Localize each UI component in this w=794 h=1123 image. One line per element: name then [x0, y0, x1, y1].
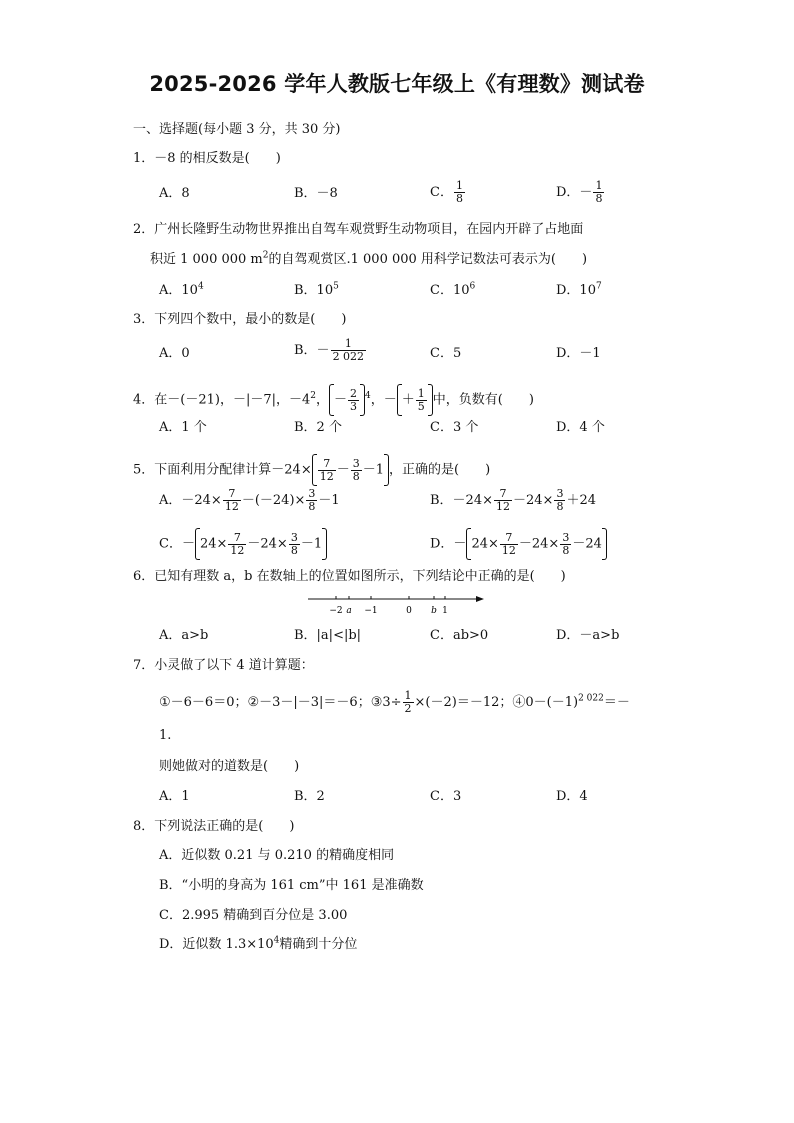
question-4-stem: 4．在－(－21)，－|－7|，$-4^2$， － $\frac{2}{3}$ $^4$，－ ＋ $\frac{1}{5}$ 中，负数有( ) — [133, 384, 534, 416]
q4-option-b: B．2 个 — [294, 420, 342, 435]
label-minus-1: −1 — [364, 606, 378, 616]
arrow-head-icon — [476, 596, 484, 602]
q6-option-b: B．|a|<|b| — [294, 628, 362, 643]
label-zero: 0 — [406, 606, 412, 616]
question-7-stem: 7．小灵做了以下 4 道计算题： — [133, 658, 314, 673]
q6-option-a: A．a>b — [159, 628, 209, 643]
question-2-line-2: 积近 1 000 000 $m^2$的自驾观赏区.1 000 000 用科学记数法可表示为( ) — [150, 250, 588, 267]
q5-option-b: B．－24× $\frac{7}{12}$ －24× $\frac{3}{8}$ ＋24 — [430, 487, 596, 513]
q7-option-d: D．4 — [556, 789, 588, 804]
q4-option-c: C．3 个 — [430, 420, 479, 435]
q3-option-a: A．0 — [159, 346, 190, 361]
q6-option-d: D．－a>b — [556, 628, 620, 643]
q6-option-c: C．ab>0 — [430, 628, 489, 643]
question-5-stem: 5．下面利用分配律计算－24× $\frac{7}{12}$ － $\frac{3}{8}$ －1 ，正确的是( ) — [133, 454, 490, 486]
q8-option-b: B．“小明的身高为 161 cm”中 161 是准确数 — [159, 878, 424, 893]
question-3-stem: 3．下列四个数中，最小的数是( ) — [133, 312, 347, 327]
q2-option-c: C．$10^6$ — [430, 281, 476, 298]
question-2-line-1: 2．广州长隆野生动物世界推出自驾车观赏野生动物项目，在园内开辟了占地面 — [133, 222, 584, 237]
question-7-prompt: 则她做对的道数是( ) — [159, 759, 300, 774]
q3-option-d: D．－1 — [556, 346, 601, 361]
q2-option-a: A．$10^4$ — [159, 281, 204, 298]
q3-option-b: B．－ $\frac{1}{2 022}$ — [294, 337, 365, 363]
q8-option-a: A．近似数 0.21 与 0.210 的精确度相同 — [159, 848, 395, 863]
q7-option-c: C．3 — [430, 789, 462, 804]
label-a: a — [346, 606, 352, 616]
question-7-expressions: ①－6－6＝0；②－3－|－3|＝－6；③3÷ $\frac{1}{2}$ ×(－2)＝－12；$④0-(-1)^{2 022}=-$ — [159, 689, 630, 715]
q2-option-b: B．$10^5$ — [294, 281, 339, 298]
q8-option-c: C．2.995 精确到百分位是 3.00 — [159, 908, 348, 923]
question-8-stem: 8．下列说法正确的是( ) — [133, 819, 295, 834]
page-title: 2025-2026 学年人教版七年级上《有理数》测试卷 — [149, 72, 645, 96]
q4-option-a: A．1 个 — [159, 420, 207, 435]
q5-option-d: D．－ 24× $\frac{7}{12}$ －24× $\frac{3}{8}$ －24 — [430, 528, 607, 560]
question-6-stem: 6．已知有理数 a，b 在数轴上的位置如图所示，下列结论中正确的是( ) — [133, 569, 566, 584]
q1-option-c: C． $\frac{1}{8}$ — [430, 179, 463, 205]
q5-option-a: A．－24× $\frac{7}{12}$ －(－24)× $\frac{3}{8}$ －1 — [159, 487, 340, 513]
q4-option-d: D．4 个 — [556, 420, 605, 435]
q2-option-d: D．$10^7$ — [556, 281, 602, 298]
q7-option-a: A．1 — [159, 789, 190, 804]
q5-option-c: C．－ 24× $\frac{7}{12}$ －24× $\frac{3}{8}$ －1 — [159, 528, 327, 560]
q8-option-d: D．近似数 $1.3\times 10^4$精确到十分位 — [159, 935, 358, 952]
question-1-stem: 1．－8 的相反数是( ) — [133, 151, 281, 166]
q3-option-c: C．5 — [430, 346, 462, 361]
q1-option-a: A．8 — [159, 186, 190, 201]
label-one: 1 — [442, 606, 448, 616]
q1-option-d: D．－ $\frac{1}{8}$ — [556, 179, 603, 205]
number-line-figure — [300, 590, 490, 618]
q7-option-b: B．2 — [294, 789, 325, 804]
label-minus-2: −2 — [329, 606, 343, 616]
question-7-expressions-wrap: 1. — [159, 728, 172, 743]
label-b: b — [431, 606, 437, 616]
section-heading: 一、选择题(每小题 3 分，共 30 分) — [133, 122, 341, 137]
q1-option-b: B．－8 — [294, 186, 338, 201]
